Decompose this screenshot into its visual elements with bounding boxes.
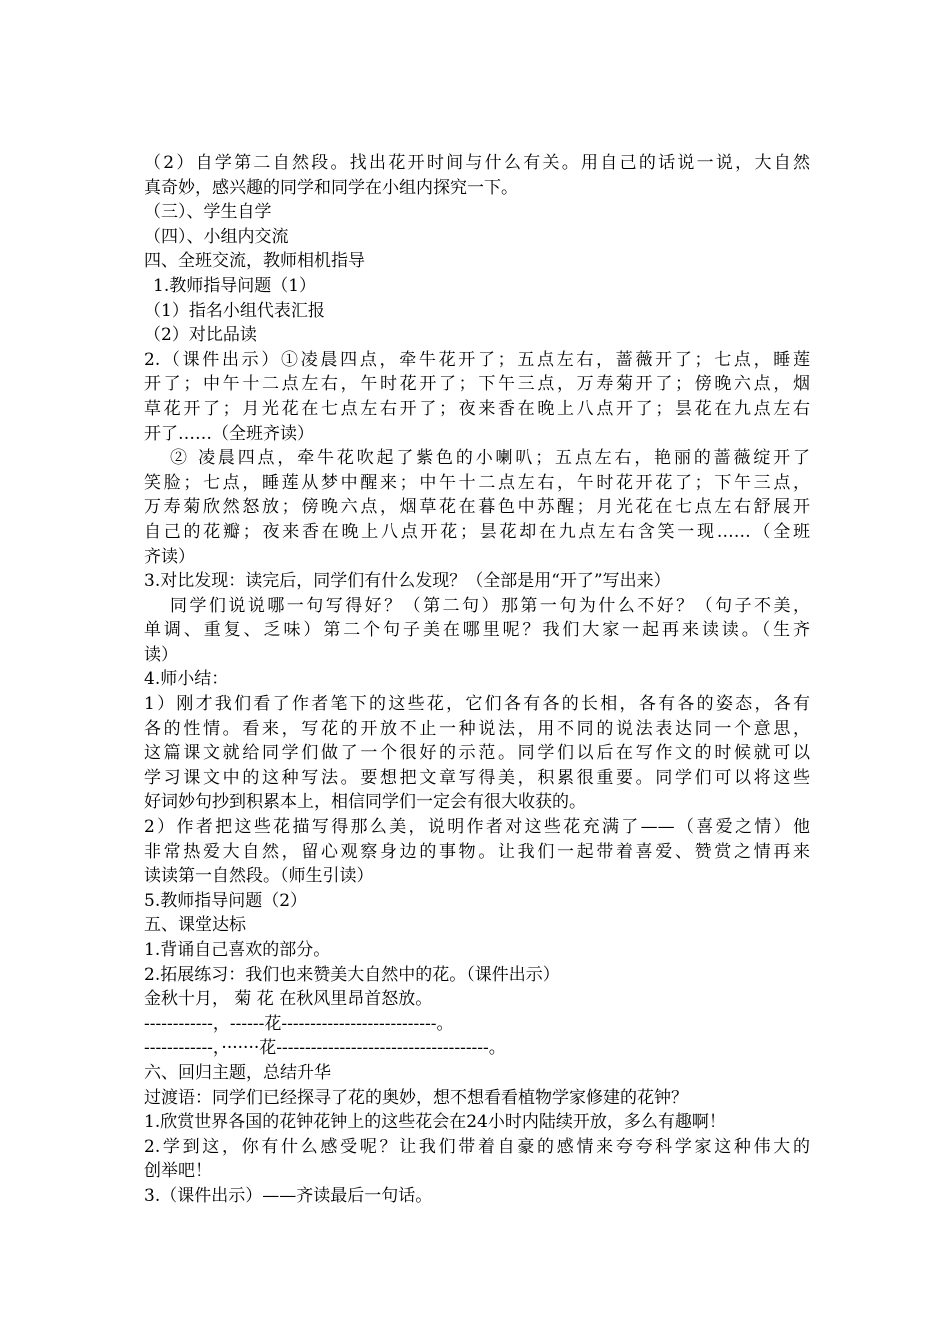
document-page [144, 151, 810, 1209]
fill-in-line: ------------，·······花-------------------------------------。 [144, 1038, 506, 1059]
text-line: 3.（课件出示）——齐读最后一句话。 [144, 1185, 433, 1206]
text-line: 好词妙句抄到积累本上，相信同学们一定会有很大收获的。 [144, 792, 586, 813]
text-line: 2.（课件出示）①凌晨四点，牵牛花开了；五点左右，蔷薇开了；七点，睡莲 [144, 349, 810, 370]
text-line: 1.欣赏世界各国的花钟花钟上的这些花会在24小时内陆续开放，多么有趣啊！ [144, 1112, 726, 1133]
section-heading: 四、全班交流，教师相机指导 [144, 251, 365, 272]
text-line: 读读第一自然段。（师生引读） [144, 866, 374, 887]
text-line: 真奇妙，感兴趣的同学和同学在小组内探究一下。 [144, 177, 518, 198]
text-line: 非常热爱大自然，留心观察身边的事物。让我们一起带着喜爱、赞赏之情再来 [144, 841, 810, 862]
text-line: 1.背诵自己喜欢的部分。 [144, 940, 331, 960]
text-line: 过渡语：同学们已经探寻了花的奥妙，想不想看看植物学家修建的花钟？ [144, 1087, 688, 1108]
section-heading: （四）、小组内交流 [144, 226, 289, 247]
text-line: 4.师小结： [144, 669, 229, 690]
text-line: 开了；中午十二点左右，午时花开了；下午三点，万寿菊开了；傍晚六点，烟 [144, 374, 810, 395]
text-line: 各的性情。看来，写花的开放不止一种说法，用不同的说法表达同一个意思， [144, 718, 810, 739]
text-line: 2.拓展练习：我们也来赞美大自然中的花。（课件出示） [144, 964, 560, 985]
text-line: 2）作者把这些花描写得那么美，说明作者对这些花充满了——（喜爱之情）他 [144, 817, 810, 838]
text-line: （2）自学第二自然段。找出花开时间与什么有关。用自己的话说一说，大自然 [144, 153, 810, 173]
text-line: 这篇课文就给同学们做了一个很好的示范。同学们以后在写作文的时候就可以 [144, 743, 810, 764]
text-line: 读） [144, 644, 178, 665]
text-line: 万寿菊欣然怒放；傍晚六点，烟草花在暮色中苏醒；月光花在七点左右舒展开 [144, 497, 810, 518]
text-line: 3.对比发现：读完后，同学们有什么发现？（全部是用“开了”写出来） [144, 571, 671, 592]
section-heading: （三）、学生自学 [144, 202, 272, 223]
text-line: 创举吧！ [144, 1161, 212, 1182]
fill-in-line: ------------，------花---------------------------。 [144, 1013, 454, 1034]
text-line: 1）刚才我们看了作者笔下的这些花，它们各有各的长相，各有各的姿态，各有 [144, 694, 810, 715]
text-line: 草花开了；月光花在七点左右开了；夜来香在晚上八点开了；昙花在九点左右 [144, 398, 810, 419]
text-line: 开了……（全班齐读） [144, 423, 314, 444]
text-line: 金秋十月， 菊 花 在秋风里昂首怒放。 [144, 989, 433, 1010]
section-heading: 六、回归主题，总结升华 [144, 1062, 331, 1083]
text-line: （2）对比品读 [144, 325, 257, 346]
text-line: 笑脸；七点，睡莲从梦中醒来；中午十二点左右，午时花开花了；下午三点， [144, 472, 810, 493]
text-line: 齐读） [144, 546, 195, 567]
section-heading: 五、课堂达标 [144, 915, 246, 936]
text-line: 自己的花瓣；夜来香在晚上八点开花；昙花却在九点左右含笑一现……（全班 [144, 521, 810, 542]
text-line: 学习课文中的这种写法。要想把文章写得美，积累很重要。同学们可以将这些 [144, 767, 810, 788]
text-line: ② 凌晨四点，牵牛花吹起了紫色的小喇叭；五点左右，艳丽的蔷薇绽开了 [170, 448, 810, 469]
text-line: 单调、重复、乏味）第二个句子美在哪里呢？我们大家一起再来读读。（生齐 [144, 620, 810, 641]
text-line: 同学们说说哪一句写得好？（第二句）那第一句为什么不好？（句子不美， [170, 595, 810, 616]
text-line: （1）指名小组代表汇报 [144, 300, 325, 321]
text-line: 1.教师指导问题（1） [153, 275, 317, 296]
text-line: 2.学到这，你有什么感受呢？让我们带着自豪的感情来夸夸科学家这种伟大的 [144, 1136, 810, 1157]
text-line: 5.教师指导问题（2） [144, 890, 308, 911]
